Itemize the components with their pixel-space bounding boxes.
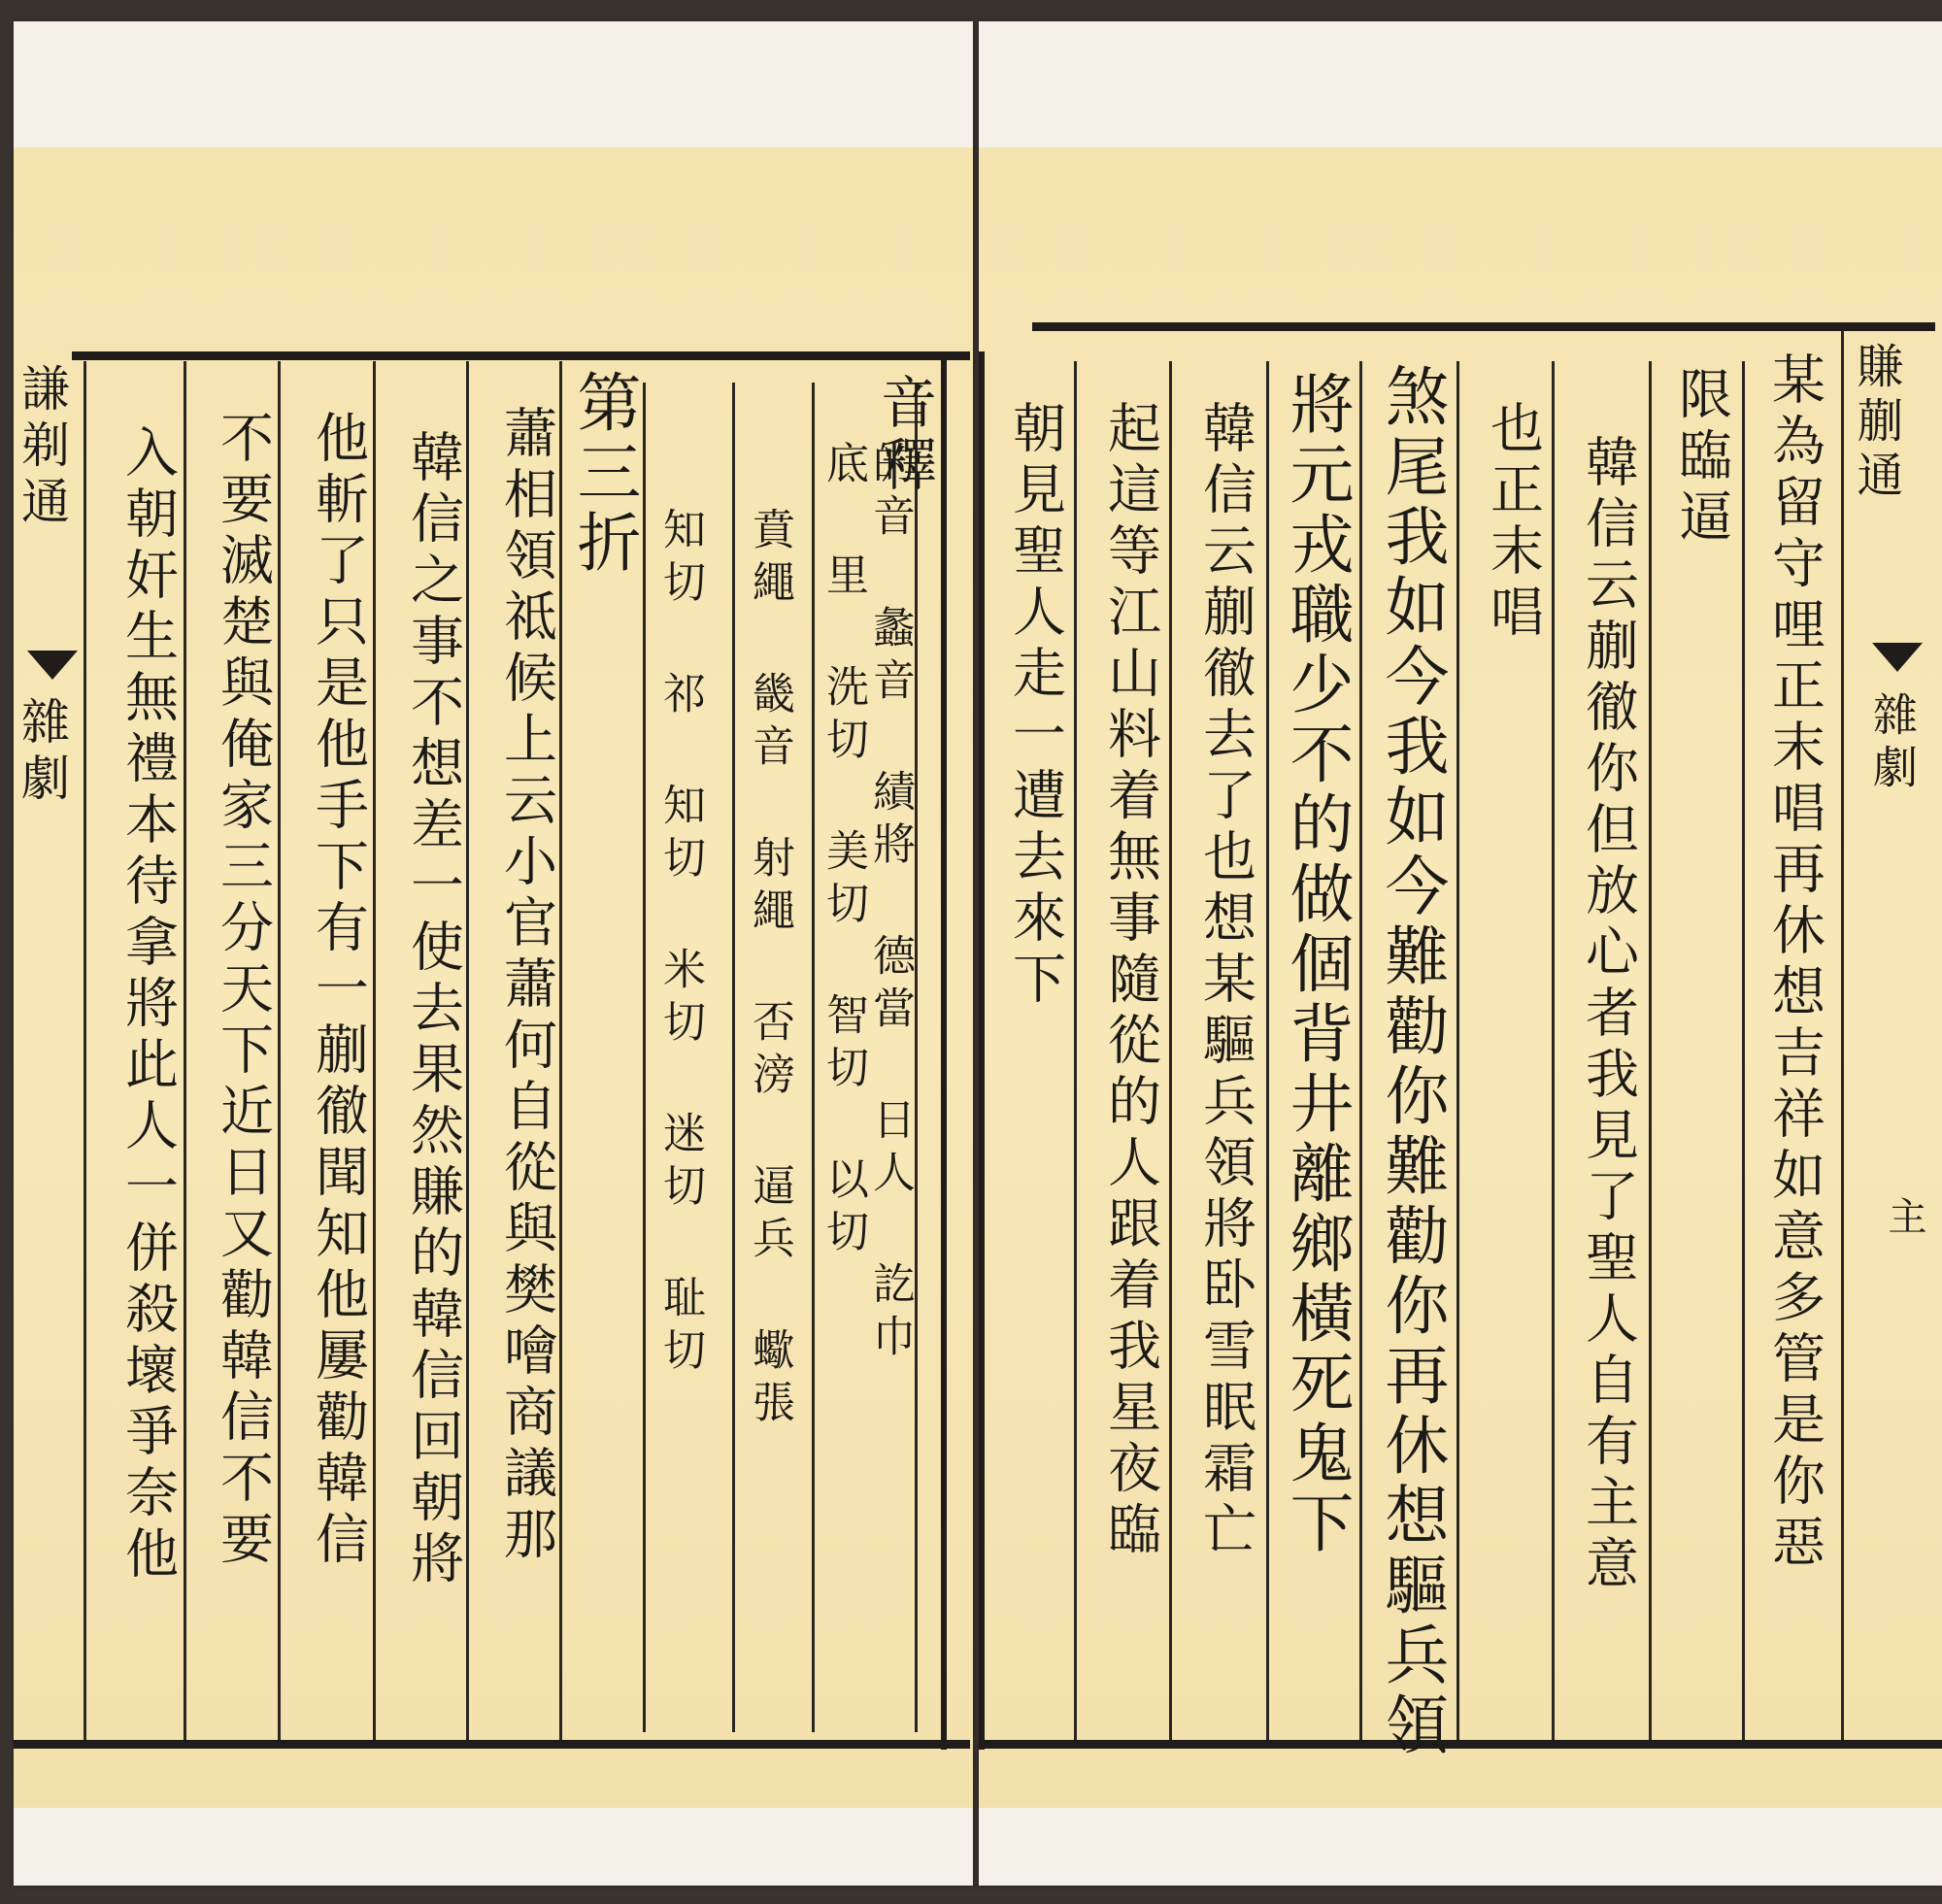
- column-divider: [1266, 361, 1269, 1740]
- page-number: 主: [1882, 1196, 1926, 1235]
- column-divider: [1841, 330, 1844, 1740]
- column-divider: [812, 383, 815, 1732]
- column-divider: [1456, 361, 1459, 1740]
- right-fore-edge-genre: 雜劇: [1866, 691, 1919, 796]
- fishtail-mark: [27, 651, 78, 680]
- column-divider: [373, 361, 376, 1740]
- column-divider: [1074, 361, 1077, 1740]
- glossary-column: 底 里 洗切 美切 智切 以切: [819, 441, 868, 1261]
- column-divider: [643, 383, 646, 1732]
- column-divider: [1552, 361, 1555, 1740]
- column-divider: [466, 361, 469, 1740]
- text-column: 某為留守哩正末唱再休想吉祥如意多管是你惡: [1763, 351, 1825, 1575]
- left-frame-right: [941, 351, 947, 1750]
- text-column: 韓信之事不想差一使去果然賺的韓信回朝將: [402, 429, 464, 1591]
- column-divider: [559, 361, 562, 1740]
- right-page: [979, 21, 1942, 1886]
- column-divider: [278, 361, 281, 1740]
- left-fore-edge-title: 謙剃通: [14, 363, 70, 532]
- column-divider: [184, 361, 186, 1740]
- column-divider: [915, 383, 918, 1732]
- text-column: 韓信云蒯徹你但放心者我見了聖人自有主意: [1577, 434, 1639, 1596]
- text-column: 限臨逼: [1670, 366, 1732, 550]
- column-divider: [1359, 361, 1362, 1740]
- glossary-column: 賁繩 畿音 射繩 否滂 逼兵 蠍張: [745, 507, 794, 1432]
- text-column: 不要滅楚與俺家三分天下近日又勸韓信不要: [212, 410, 274, 1572]
- right-fore-edge-title: 賺蒯通: [1849, 342, 1903, 505]
- right-top-rule: [1032, 322, 1935, 331]
- text-column: 他斬了只是他手下有一蒯徹聞知他屢勸韓信: [307, 410, 369, 1572]
- right-frame-left: [979, 351, 985, 1750]
- text-column: 韓信云蒯徹去了也想某驅兵領將卧雪眠霜亡: [1194, 400, 1256, 1562]
- text-column: 入朝奸生無禮本待拿將此人一併殺壞爭奈他: [117, 424, 179, 1587]
- text-column: 起這等江山料着無事隨從的人跟着我星夜臨: [1099, 400, 1161, 1562]
- glossary-title: 音釋: [871, 373, 937, 497]
- text-column: 煞尾我如今我如今難勸你難勸你再休想驅兵領: [1374, 363, 1449, 1761]
- column-divider: [84, 361, 86, 1740]
- glossary-column: 知切 祁 知切 米切 迷切 耻切: [655, 507, 705, 1380]
- left-bottom-rule: [14, 1740, 970, 1749]
- text-column: 朝見聖人走一遭去來下: [1004, 400, 1066, 1012]
- act-heading: 第三折: [566, 369, 641, 579]
- glossary-column: 的音 蠡音 績將 德當 日人 訖巾: [865, 441, 915, 1366]
- left-top-rule: [72, 351, 970, 360]
- text-column: 將元戎職少不的做個背井離鄉橫死鬼下: [1279, 371, 1354, 1559]
- left-fore-edge-genre: 雜劇: [14, 696, 70, 809]
- fishtail-mark: [1872, 643, 1923, 672]
- column-divider: [1649, 361, 1652, 1740]
- right-bottom-rule: [979, 1740, 1942, 1749]
- left-page: [14, 21, 973, 1886]
- column-divider: [732, 383, 735, 1732]
- column-divider: [1742, 361, 1745, 1740]
- text-column: 也正末唱: [1482, 400, 1544, 645]
- text-column: 蕭相領祗候上云小官蕭何自從與樊噲商議那: [495, 405, 557, 1567]
- column-divider: [1169, 361, 1172, 1740]
